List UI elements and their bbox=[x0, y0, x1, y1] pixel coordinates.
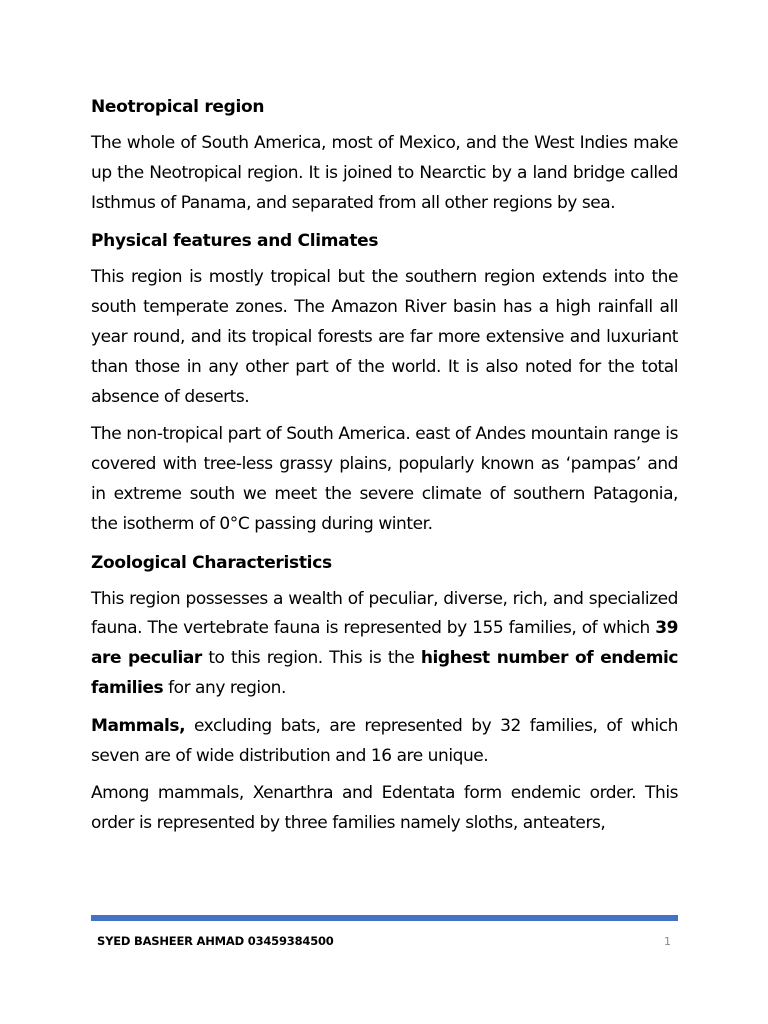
section-heading-neotropical: Neotropical region bbox=[91, 97, 265, 117]
paragraph-physical-climate: This region is mostly tropical but the southern region extends into the south temperate zones. The Amazon River basin has a high rainfall all year round, and its tropical forests are far more extensive and luxuriant than those in any other part of the world. It is also noted for the total absence of deserts. bbox=[91, 267, 678, 407]
paragraph-xenarthra: Among mammals, Xenarthra and Edentata form endemic order. This order is represented by three families namely sloths, anteaters, bbox=[91, 783, 678, 834]
paragraph-neotropical-intro: The whole of South America, most of Mexico, and the West Indies make up the Neotropical region. It is joined to Nearctic by a land bridge called Isthmus of Panama, and separated from all other regions by sea. bbox=[91, 133, 678, 213]
document-page bbox=[91, 92, 678, 847]
paragraph-non-tropical: The non-tropical part of South America. east of Andes mountain range is covered with tree-less grassy plains, popularly known as ‘pampas’ and in extreme south we meet the severe climate of southern Patagonia, the isotherm of 0°C passing during winter. bbox=[91, 424, 678, 534]
mammals-text: excluding bats, are represented by 32 families, of which seven are of wide distribution and 16 are unique. bbox=[91, 715, 678, 766]
fauna-text-c: to this region. This is the bbox=[201, 648, 421, 669]
section-heading-zoological: Zoological Characteristics bbox=[91, 552, 332, 573]
paragraph-mammals bbox=[91, 712, 678, 772]
mammals-bold-label: Mammals, bbox=[91, 715, 186, 736]
fauna-text-e: for any region. bbox=[163, 677, 286, 698]
fauna-bold-peculiar: 39 are peculiar bbox=[91, 618, 678, 669]
fauna-text-a: This region possesses a wealth of peculiar, diverse, rich, and specialized fauna. The vertebrate fauna is represented by 155 families, of which bbox=[91, 588, 678, 639]
paragraph-fauna bbox=[91, 585, 678, 704]
section-heading-physical-features: Physical features and Climates bbox=[91, 231, 379, 252]
fauna-bold-endemic: highest number of endemic families bbox=[91, 648, 679, 698]
footer-author: SYED BASHEER AHMAD 03459384500 bbox=[97, 934, 334, 948]
footer-divider bbox=[91, 915, 678, 921]
page-number: 1 bbox=[664, 935, 671, 948]
